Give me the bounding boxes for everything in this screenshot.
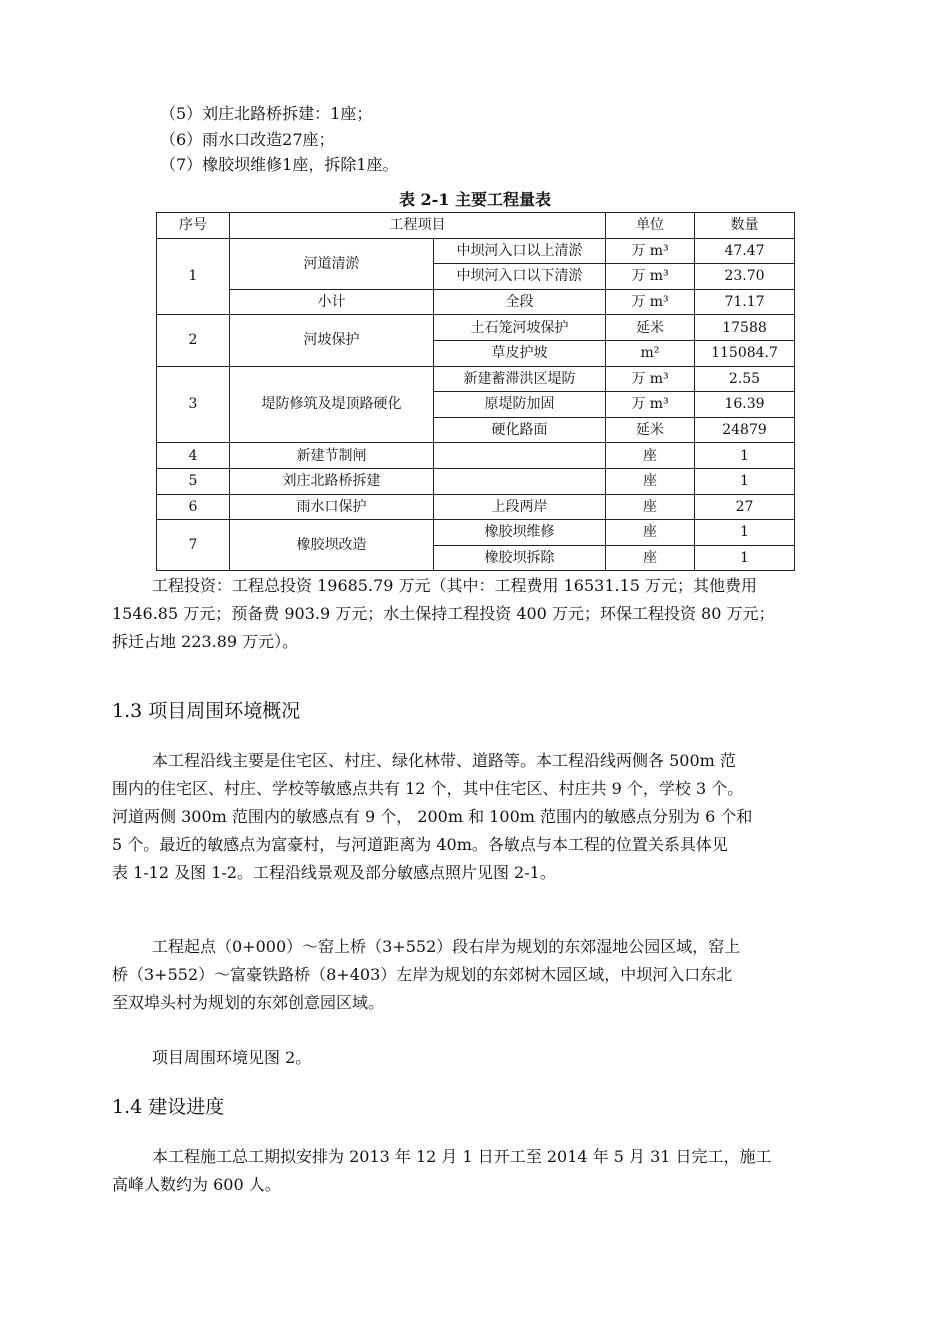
section13-paragraph-1 [112, 747, 840, 887]
text-line: 工程起点（0+000）～窑上桥（3+552）段右岸为规划的东郊湿地公园区域，窑上 [152, 937, 741, 956]
text-line: 1546.85 万元；预备费 903.9 万元；水土保持工程投资 400 万元；环保工程投资 80 万元； [112, 604, 775, 623]
table-row [157, 366, 795, 392]
table-row [157, 238, 795, 264]
cell-name: 河道清淤 [230, 238, 434, 289]
cell-unit: 万 m³ [606, 264, 695, 290]
cell-sub: 硬化路面 [434, 417, 606, 443]
cell-name: 堤防修筑及堤顶路硬化 [230, 366, 434, 443]
list-item: （5）刘庄北路桥拆建：1座； [160, 104, 373, 123]
cell-qty: 16.39 [695, 392, 795, 418]
cell-name: 新建节制闸 [230, 443, 434, 469]
table-row-subtotal [157, 289, 795, 315]
cell-qty: 47.47 [695, 238, 795, 264]
cell-qty: 1 [695, 468, 795, 494]
cell-qty: 23.70 [695, 264, 795, 290]
cell-unit: 延米 [606, 315, 695, 341]
text-line: 河道两侧 300m 范围内的敏感点有 9 个， 200m 和 100m 范围内的敏感点分别为 6 个和 [112, 807, 753, 826]
cell-qty: 1 [695, 443, 795, 469]
cell-name: 河坡保护 [230, 315, 434, 366]
cell-unit: 万 m³ [606, 392, 695, 418]
header-seq: 序号 [157, 213, 230, 239]
cell-sub: 橡胶坝维修 [434, 520, 606, 546]
cell-unit: 万 m³ [606, 366, 695, 392]
text-line: 项目周围环境见图 2。 [152, 1048, 312, 1067]
cell-qty: 115084.7 [695, 340, 795, 366]
section-heading: 1.4 建设进度 [112, 1096, 225, 1118]
cell-sub: 新建蓄滞洪区堤防 [434, 366, 606, 392]
text-line: 拆迁占地 223.89 万元）。 [112, 632, 299, 651]
section13-paragraph-3 [112, 1044, 840, 1072]
cell-name: 刘庄北路桥拆建 [230, 468, 434, 494]
text-line: 表 1-12 及图 1-2。工程沿线景观及部分敏感点照片见图 2-1。 [112, 863, 556, 882]
cell-name: 雨水口保护 [230, 494, 434, 520]
text-line: 5 个。最近的敏感点为富豪村，与河道距离为 40m。各敏点与本工程的位置关系具体见 [112, 835, 728, 854]
cell-seq: 7 [157, 520, 230, 571]
cell-qty: 1 [695, 545, 795, 571]
cell-unit: 座 [606, 545, 695, 571]
cell-seq: 2 [157, 315, 230, 366]
cell-unit: 万 m³ [606, 238, 695, 264]
cell-sub: 上段两岸 [434, 494, 606, 520]
cell-unit: 座 [606, 494, 695, 520]
text-line: 至双埠头村为规划的东郊创意园区域。 [112, 993, 385, 1012]
cell-seq: 1 [157, 238, 230, 315]
cell-sub [434, 468, 606, 494]
list-item: （7）橡胶坝维修1座，拆除1座。 [160, 155, 399, 174]
cell-qty: 2.55 [695, 366, 795, 392]
table-row [157, 443, 795, 469]
cell-seq: 5 [157, 468, 230, 494]
text-line: 本工程沿线主要是住宅区、村庄、绿化林带、道路等。本工程沿线两侧各 500m 范 [152, 751, 736, 770]
cell-sub: 草皮护坡 [434, 340, 606, 366]
text-line: 桥（3+552）～富豪铁路桥（8+403）左岸为规划的东郊树木园区域，中坝河入口东北 [112, 965, 733, 984]
cell-name: 小计 [230, 289, 434, 315]
table-row [157, 494, 795, 520]
cell-seq: 6 [157, 494, 230, 520]
header-qty: 数量 [695, 213, 795, 239]
cell-sub: 中坝河入口以上清淤 [434, 238, 606, 264]
text-line: 本工程施工总工期拟安排为 2013 年 12 月 1 日开工至 2014 年 5 月 31 日完工，施工 [152, 1147, 772, 1166]
cell-name: 橡胶坝改造 [230, 520, 434, 571]
cell-unit: 座 [606, 443, 695, 469]
cell-sub [434, 443, 606, 469]
cell-unit: 万 m³ [606, 289, 695, 315]
section-heading: 1.3 项目周围环境概况 [112, 700, 301, 722]
cell-sub: 橡胶坝拆除 [434, 545, 606, 571]
cell-seq: 4 [157, 443, 230, 469]
section13-paragraph-2 [112, 933, 840, 1017]
table-row [157, 315, 795, 341]
table-row [157, 468, 795, 494]
list-item: （6）雨水口改造27座； [160, 130, 335, 149]
cell-unit: 座 [606, 468, 695, 494]
cell-qty: 27 [695, 494, 795, 520]
header-item: 工程项目 [230, 213, 606, 239]
cell-unit: m² [606, 340, 695, 366]
cell-qty: 1 [695, 520, 795, 546]
cell-qty: 24879 [695, 417, 795, 443]
cell-sub: 中坝河入口以下清淤 [434, 264, 606, 290]
cell-sub: 全段 [434, 289, 606, 315]
investment-paragraph [112, 572, 840, 656]
table-row [157, 520, 795, 546]
quantities-table [156, 212, 795, 571]
header-unit: 单位 [606, 213, 695, 239]
cell-unit: 延米 [606, 417, 695, 443]
table-caption: 表 2-1 主要工程量表 [398, 190, 552, 209]
cell-qty: 71.17 [695, 289, 795, 315]
cell-sub: 土石笼河坡保护 [434, 315, 606, 341]
text-line: 工程投资：工程总投资 19685.79 万元（其中：工程费用 16531.15 万元；其他费用 [152, 576, 758, 595]
text-line: 围内的住宅区、村庄、学校等敏感点共有 12 个，其中住宅区、村庄共 9 个，学校 3 个。 [112, 779, 744, 798]
section14-paragraph-1 [112, 1143, 840, 1199]
cell-seq: 3 [157, 366, 230, 443]
table-header-row [157, 213, 795, 239]
cell-sub: 原堤防加固 [434, 392, 606, 418]
cell-unit: 座 [606, 520, 695, 546]
cell-qty: 17588 [695, 315, 795, 341]
text-line: 高峰人数约为 600 人。 [112, 1175, 281, 1194]
